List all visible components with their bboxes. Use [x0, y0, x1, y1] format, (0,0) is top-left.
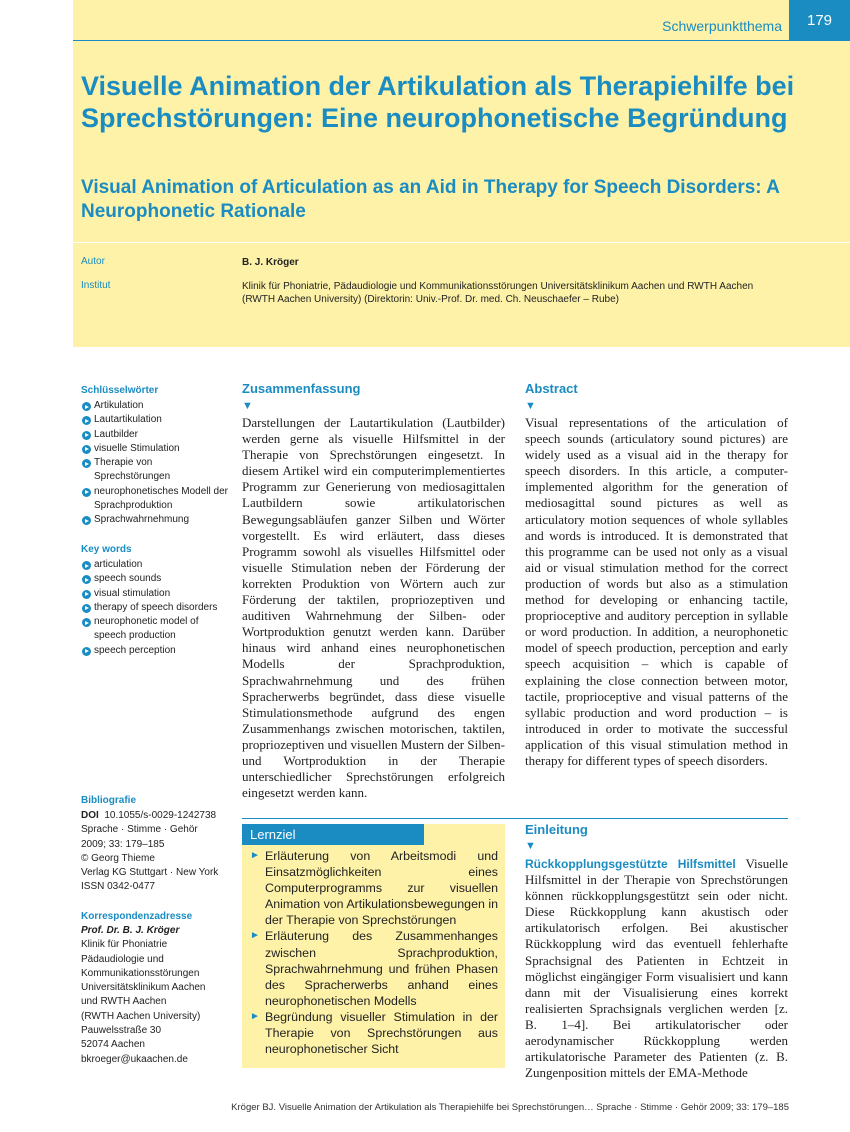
- section-marker-icon: ▼: [525, 840, 536, 852]
- lernziel-item: ► Begründung visueller Stimulation in der Therapie von Sprechstörungen aus neurophonetischer Sicht: [250, 1009, 498, 1057]
- keywords-en-list: [81, 558, 231, 658]
- institute-label: Institut: [81, 280, 111, 291]
- keyword-item: neurophonetic model of speech production: [81, 615, 231, 644]
- keyword-item: Artikulation: [81, 399, 231, 413]
- keyword-item: speech sounds: [81, 572, 231, 586]
- einleitung-lead: Rückkopplungsgestützte Hilfsmittel: [525, 857, 736, 871]
- correspondence-heading: Korrespondenzadresse: [81, 911, 193, 922]
- keyword-item: Lautbilder: [81, 428, 231, 442]
- lernziel-item: ► Erläuterung von Arbeitsmodi und Einsatzmöglichkeiten eines Computerprogramms zur visuellen Animation von Artikulationsbewegungen in der Therapie von Sprechstörungen: [250, 848, 498, 928]
- keyword-item: visual stimulation: [81, 587, 231, 601]
- page-number: 179: [789, 0, 850, 40]
- bibliography-heading: Bibliografie: [81, 795, 137, 806]
- title-english: Visual Animation of Articulation as an Aid in Therapy for Speech Disorders: A Neurophonetic Rationale: [81, 177, 780, 222]
- institute-text: Klinik für Phoniatrie, Pädaudiologie und Kommunikationsstörungen Universitätsklinikum Aachen und RWTH Aachen (RWTH Aachen University) (Direktorin: Univ.-Prof. Dr. med. Ch. Neuschaefer – Rube): [242, 281, 754, 305]
- bibliography-block: DOI 10.1055/s-0029-1242738 Sprache · Stimme · Gehör 2009; 33: 179–185 © Georg Thieme Verlag KG Stuttgart · New York ISSN 0342-0477: [81, 809, 231, 895]
- section-marker-icon: ▼: [242, 400, 253, 412]
- title-german: Visuelle Animation der Artikulation als Therapiehilfe bei Sprechstörungen: Eine neurophonetische Begründung: [81, 71, 795, 133]
- keyword-item: visuelle Stimulation: [81, 442, 231, 456]
- meta-divider: [73, 242, 850, 243]
- doi-line: DOI 10.1055/s-0029-1242738: [81, 810, 217, 821]
- doi-link[interactable]: 10.1055/s-0029-1242738: [104, 810, 217, 821]
- section-rule: [242, 818, 788, 819]
- correspondence-block: Prof. Dr. B. J. Kröger Klinik für Phoniatrie Pädaudiologie und Kommunikationsstörungen Universitätsklinikum Aachen und RWTH Aachen (RWTH Aachen University) Pauwelsstraße 30 52074 Aachen bkroeger@ukaachen.de: [81, 924, 231, 1067]
- abstract-heading: Abstract: [525, 381, 578, 396]
- section-marker-icon: ▼: [525, 400, 536, 412]
- abstract-text: Visual representations of the articulation of speech sounds (articulatory sound pictures) are widely used as a visual aid in the therapy for speech disorders. In this article, a computer-implemented algorithm for the generation of mediosagittal sound pictures as well as articulatory motion sequences of whole syllables and words is introduced. It is demonstrated that this programme can be used not only as a visual aid or visual stimulation method for the correct production of words but also as a stimulation method for developing or enhancing tactile, proprioceptive and auditory perception in syllable or word production. In addition, a neurophonetic model of speech production, perception and early speech acquisition – which is capable of explaining the close connection between motor, tactile, proprioceptive and visual patterns of the syllabic production and word production – is introduced in order to motivate the successful application of this visual stimulation method in therapy for different types of speech disorders.: [525, 415, 788, 768]
- keywords-en-heading: Key words: [81, 544, 132, 555]
- einleitung-heading: Einleitung: [525, 822, 588, 837]
- einleitung-text: Rückkopplungsgestützte Hilfsmittel Visuelle Hilfsmittel in der Therapie von Sprechstörungen können rückkopplungsgestützt sein oder nicht. Diese Rückkopplung kann akustisch oder artikulatorisch erfolgen. Bei akustischer Rückkopplung wird das eventuell fehlerhafte Sprachsignal des Patienten in Echtzeit in möglichst eingängiger Form visualisiert und kann dann mit der Visualisierung eines korrekt realisierten Sprachsignals verglichen werden [z. B. 1–4]. Bei artikulatorischer oder aerodynamischer Rückkopplung werden artikulatorische Parameter des Patienten (z. B. Zungenposition mittels der EMA-Methode: [525, 856, 788, 1081]
- keyword-item: speech perception: [81, 644, 231, 658]
- keyword-item: articulation: [81, 558, 231, 572]
- lernziel-heading: Lernziel: [242, 824, 424, 845]
- keyword-item: neurophonetisches Modell der Sprachproduktion: [81, 485, 231, 514]
- keyword-item: Sprachwahrnehmung: [81, 513, 231, 527]
- author-label: Autor: [81, 256, 105, 267]
- zusammenfassung-heading: Zusammenfassung: [242, 381, 361, 396]
- keywords-de-list: [81, 399, 231, 528]
- section-label: Schwerpunktthema: [662, 18, 782, 34]
- page-footer: Kröger BJ. Visuelle Animation der Artikulation als Therapiehilfe bei Sprechstörungen… Sprache · Stimme · Gehör 2009; 33: 179–185: [231, 1102, 789, 1113]
- correspondence-name: Prof. Dr. B. J. Kröger: [81, 925, 180, 936]
- email-link[interactable]: bkroeger@ukaachen.de: [81, 1053, 188, 1065]
- keyword-item: Lautartikulation: [81, 413, 231, 427]
- header-rule: [73, 40, 850, 41]
- lernziel-list: [250, 848, 498, 1057]
- author-name: B. J. Kröger: [242, 257, 299, 268]
- lernziel-item: ► Erläuterung des Zusammenhanges zwischen Sprachproduktion, Sprachwahrnehmung und frühen Phasen des Spracherwerbs anhand eines neurophonetischen Modells: [250, 928, 498, 1008]
- zusammenfassung-text: Darstellungen der Lautartikulation (Lautbilder) werden gerne als visuelle Hilfsmittel in der Therapie von Sprechstörungen eingesetzt. In diesem Artikel wird ein computerimplementiertes Programm zur Generierung von mediosagittalen Lautbildern sowie artikulatorischen Bewegungsabläufen ganzer Silben und Wörter vorgestellt. Es wird erläutert, dass dieses Programm sowohl als visuelles Hilfsmittel oder visuelle Stimulation neben der Förderung der korrekten Produktion von Wörtern auch zur Förderung der taktilen, propriozeptiven und auditiven Wahrnehmung der Silben- oder Wortproduktion genutzt werden kann. Darüber hinaus wird anhand eines neurophonetischen Modells der Sprachproduktion, Sprachwahrnehmung und des frühen Spracherwerbs begründet, dass diese visuelle Stimulationsmethode aufgrund des engen Zusammenhangs zwischen motorischen, taktilen, propriozeptiven und visuellen Mustern der Silben- und Wortproduktion in der Therapie unterschiedlicher Sprechstörungen erfolgreich eingesetzt werden kann.: [242, 415, 505, 801]
- keyword-item: Therapie von Sprechstörungen: [81, 456, 231, 485]
- keywords-de-heading: Schlüsselwörter: [81, 385, 159, 396]
- keyword-item: therapy of speech disorders: [81, 601, 231, 615]
